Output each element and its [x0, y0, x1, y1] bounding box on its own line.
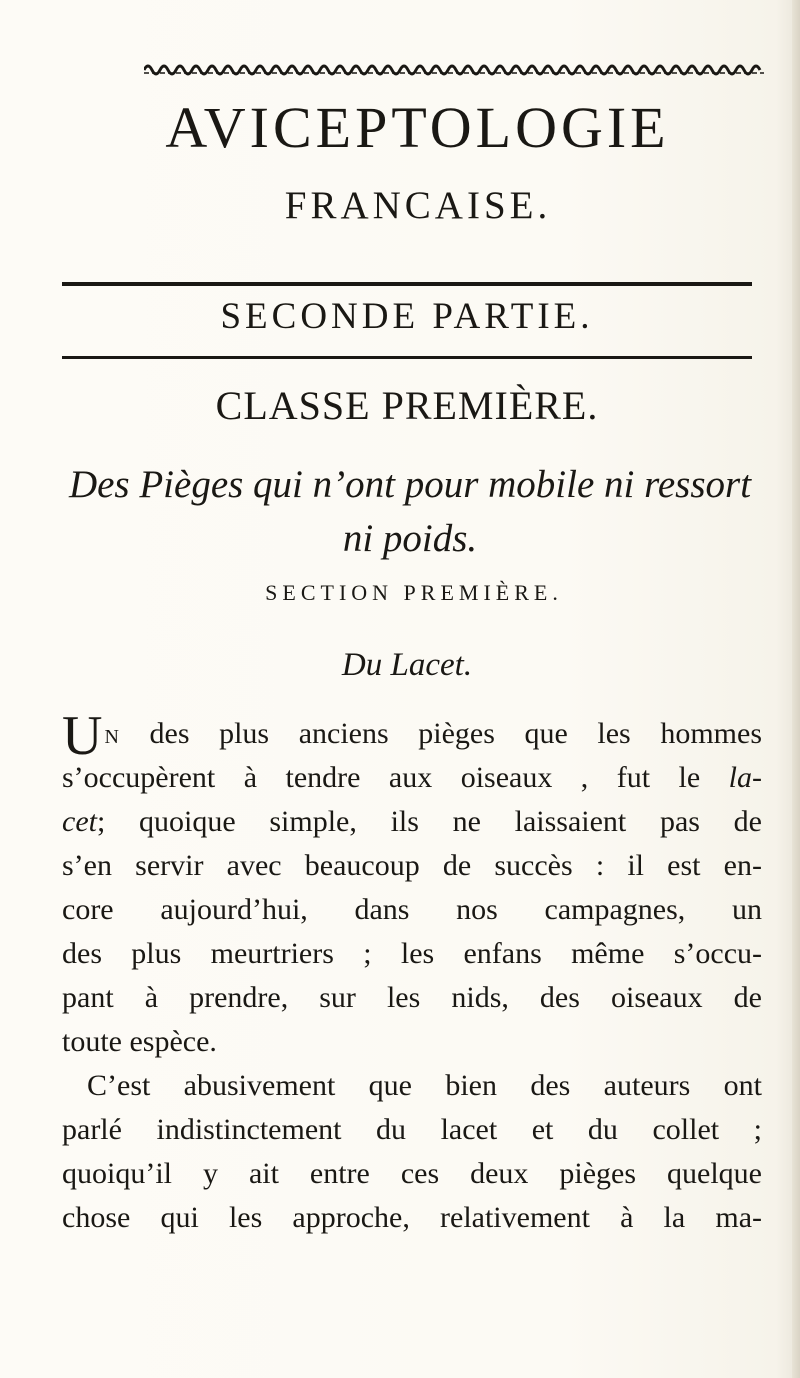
chapter-title [60, 458, 760, 566]
drop-cap: U [62, 705, 103, 767]
header-ornament [144, 58, 764, 78]
body-line [62, 705, 762, 767]
italic-term: cet [62, 805, 97, 838]
class-title: CLASSE PREMIÈRE. [215, 383, 599, 428]
section-title: SECTION PREMIÈRE. [265, 580, 563, 605]
top-rule [62, 282, 752, 286]
body-line: quoiqu’il y ait entre ces deux pièges quelque [62, 1157, 762, 1190]
small-caps-text: N [104, 726, 120, 748]
body-line [62, 756, 762, 800]
chapter-title-line-2: ni poids. [342, 517, 478, 560]
body-line: pant à prendre, sur les nids, des oiseaux de [62, 981, 762, 1014]
body-line: C’est abusivement que bien des auteurs ont [87, 1069, 762, 1102]
chapter-title-line-1: Des Pièges qui n’ont pour mobile ni ressort [68, 463, 752, 506]
book-subtitle: FRANCAISE. [284, 184, 552, 227]
middle-rule [62, 356, 752, 359]
body-line: s’en servir avec beaucoup de succès : il est en- [62, 849, 762, 882]
italic-term: la- [700, 761, 762, 794]
body-line: parlé indistinctement du lacet et du collet ; [62, 1113, 762, 1146]
book-title: AVICEPTOLOGIE [165, 95, 670, 160]
subsection-title: Du Lacet. [341, 647, 473, 683]
body-line-text: s’occupèrent à tendre aux oiseaux , fut le [62, 761, 701, 794]
body-line-text: ; quoique simple, ils ne laissaient pas de [96, 805, 762, 838]
page-edge [792, 0, 800, 1378]
body-line: des plus meurtriers ; les enfans même s’occu- [62, 937, 762, 970]
body-line [62, 800, 762, 844]
body-line: toute espèce. [62, 1025, 217, 1058]
body-line: chose qui les approche, relativement à la ma- [62, 1201, 762, 1234]
body-text [62, 705, 762, 1240]
body-line-text: des plus anciens pièges que les hommes [119, 717, 762, 750]
body-line: core aujourd’hui, dans nos campagnes, un [62, 893, 762, 926]
part-title: SECONDE PARTIE. [220, 296, 594, 337]
